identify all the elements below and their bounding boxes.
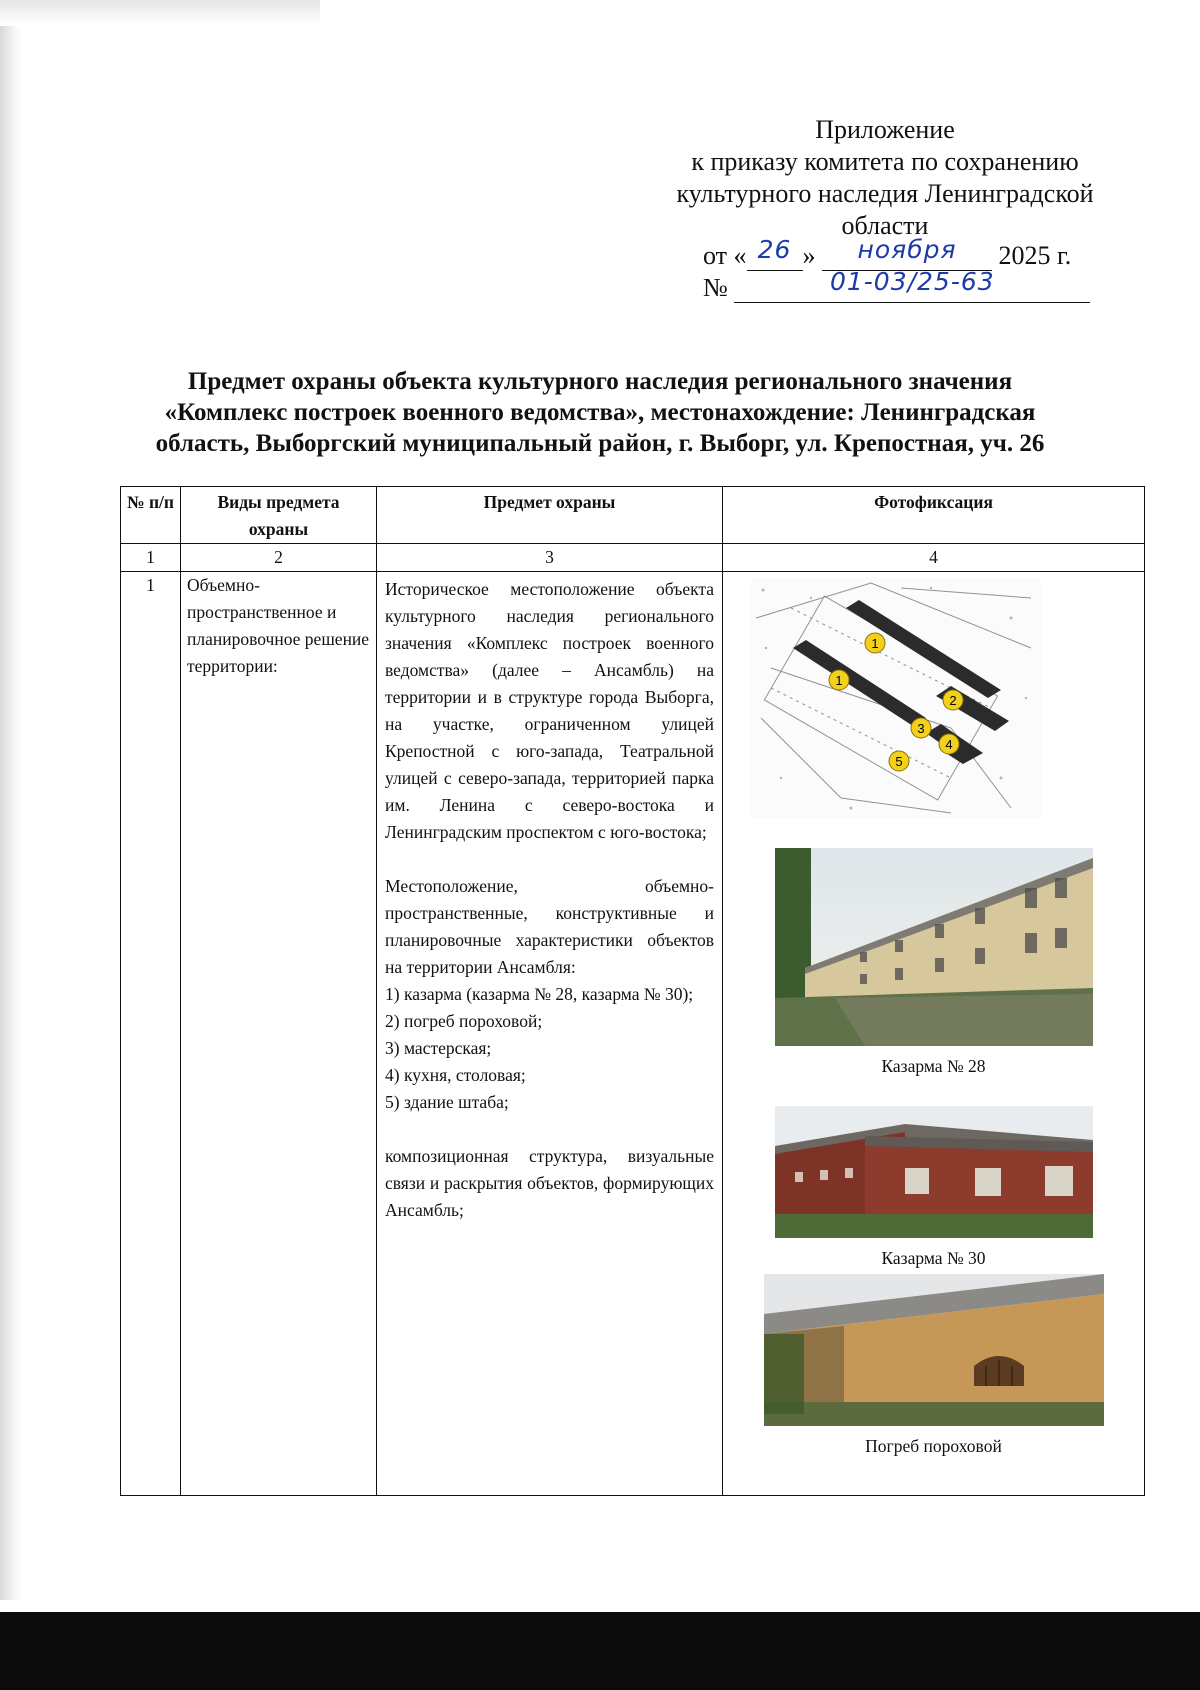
photo-barracks-28 [775, 848, 1093, 1078]
scan-shadow-left [0, 0, 22, 1600]
photo-caption: Казарма № 30 [881, 1248, 986, 1268]
list-item: 1) казарма (казарма № 28, казарма № 30); [385, 984, 694, 1004]
header-number: № п/п [121, 487, 181, 544]
column-number: 2 [181, 544, 377, 572]
plan-marker-1: 1 [835, 673, 843, 688]
plan-marker-4: 4 [945, 737, 953, 752]
appendix-region-line: области [841, 211, 929, 240]
date-prefix: от « [703, 241, 747, 270]
table-header-row [121, 487, 1145, 544]
title-line-3: область, Выборгский муниципальный район, г. Выборг, ул. Крепостная, уч. 26 [155, 430, 1045, 457]
subject-composition: композиционная структура, визуальные связи и раскрытия объектов, формирующих Ансамбль; [385, 1146, 714, 1220]
photo-powder-cellar [764, 1274, 1104, 1458]
date-day-handwritten: 26 [757, 235, 792, 264]
row-number: 1 [121, 572, 181, 1496]
plan-marker-5: 5 [895, 754, 903, 769]
subject-characteristics: Местоположение, объемно-пространственные, конструктивные и планировочные характеристики объектов на территории Ансамбля: [385, 876, 714, 977]
number-handwritten: 01-03/25-63 [829, 267, 995, 296]
header-kind: Виды предмета охраны [181, 487, 377, 544]
title-line-2: «Комплекс построек военного ведомства», местонахождение: Ленинградская [164, 399, 1036, 426]
column-number: 4 [723, 544, 1145, 572]
photo-caption: Погреб пороховой [865, 1436, 1002, 1456]
appendix-label: Приложение [815, 115, 955, 144]
plan-marker-1: 1 [871, 636, 879, 651]
row-subject [377, 572, 723, 1496]
row-kind: Объемно-пространственное и планировочное решение территории: [181, 572, 377, 1496]
table-row [121, 572, 1145, 1496]
header-photos: Фотофиксация [723, 487, 1145, 544]
date-mid: » [802, 241, 816, 270]
list-item: 3) мастерская; [385, 1038, 492, 1058]
appendix-committee-line: культурного наследия Ленинградской [676, 179, 1094, 208]
subject-location: Историческое местоположение объекта культурного наследия регионального значения «Комплекс построек военного ведомства» (далее – Ансамбль) на территории и в структуре города Выборга, на участке, ограниченном улицей Крепостной с юго-запада, Театральной улицей с северо-запада, территорией парка им. Ленина с северо-востока и Ленинградским проспектом с юго-востока; [385, 579, 714, 842]
appendix-header [650, 114, 1120, 242]
column-number-row [121, 544, 1145, 572]
appendix-order-line: к приказу комитета по сохранению [691, 147, 1079, 176]
barracks-28-photo [775, 848, 1093, 1046]
plan-marker-3: 3 [917, 721, 925, 736]
row-photos [723, 572, 1145, 1496]
scan-bottom-border [0, 1612, 1200, 1690]
photo-barracks-30 [775, 1106, 1093, 1270]
protection-subject-table [120, 486, 1145, 1496]
list-item: 2) погреб пороховой; [385, 1011, 543, 1031]
site-plan-image [751, 578, 1041, 818]
header-subject: Предмет охраны [377, 487, 723, 544]
document-title [100, 366, 1100, 459]
date-year: 2025 г. [998, 241, 1072, 270]
plan-marker-2: 2 [949, 693, 957, 708]
column-number: 1 [121, 544, 181, 572]
number-field [734, 267, 1090, 303]
order-number [703, 267, 1103, 304]
number-prefix: № [703, 273, 728, 302]
column-number: 3 [377, 544, 723, 572]
title-line-1: Предмет охраны объекта культурного наследия регионального значения [187, 368, 1013, 395]
scan-shadow-top [0, 0, 320, 26]
date-month-handwritten: ноября [857, 235, 957, 264]
powder-cellar-photo [764, 1274, 1104, 1426]
list-item: 5) здание штаба; [385, 1092, 509, 1112]
photo-caption: Казарма № 28 [881, 1056, 986, 1076]
list-item: 4) кухня, столовая; [385, 1065, 526, 1085]
site-plan-figure [751, 578, 1041, 818]
barracks-30-photo [775, 1106, 1093, 1238]
